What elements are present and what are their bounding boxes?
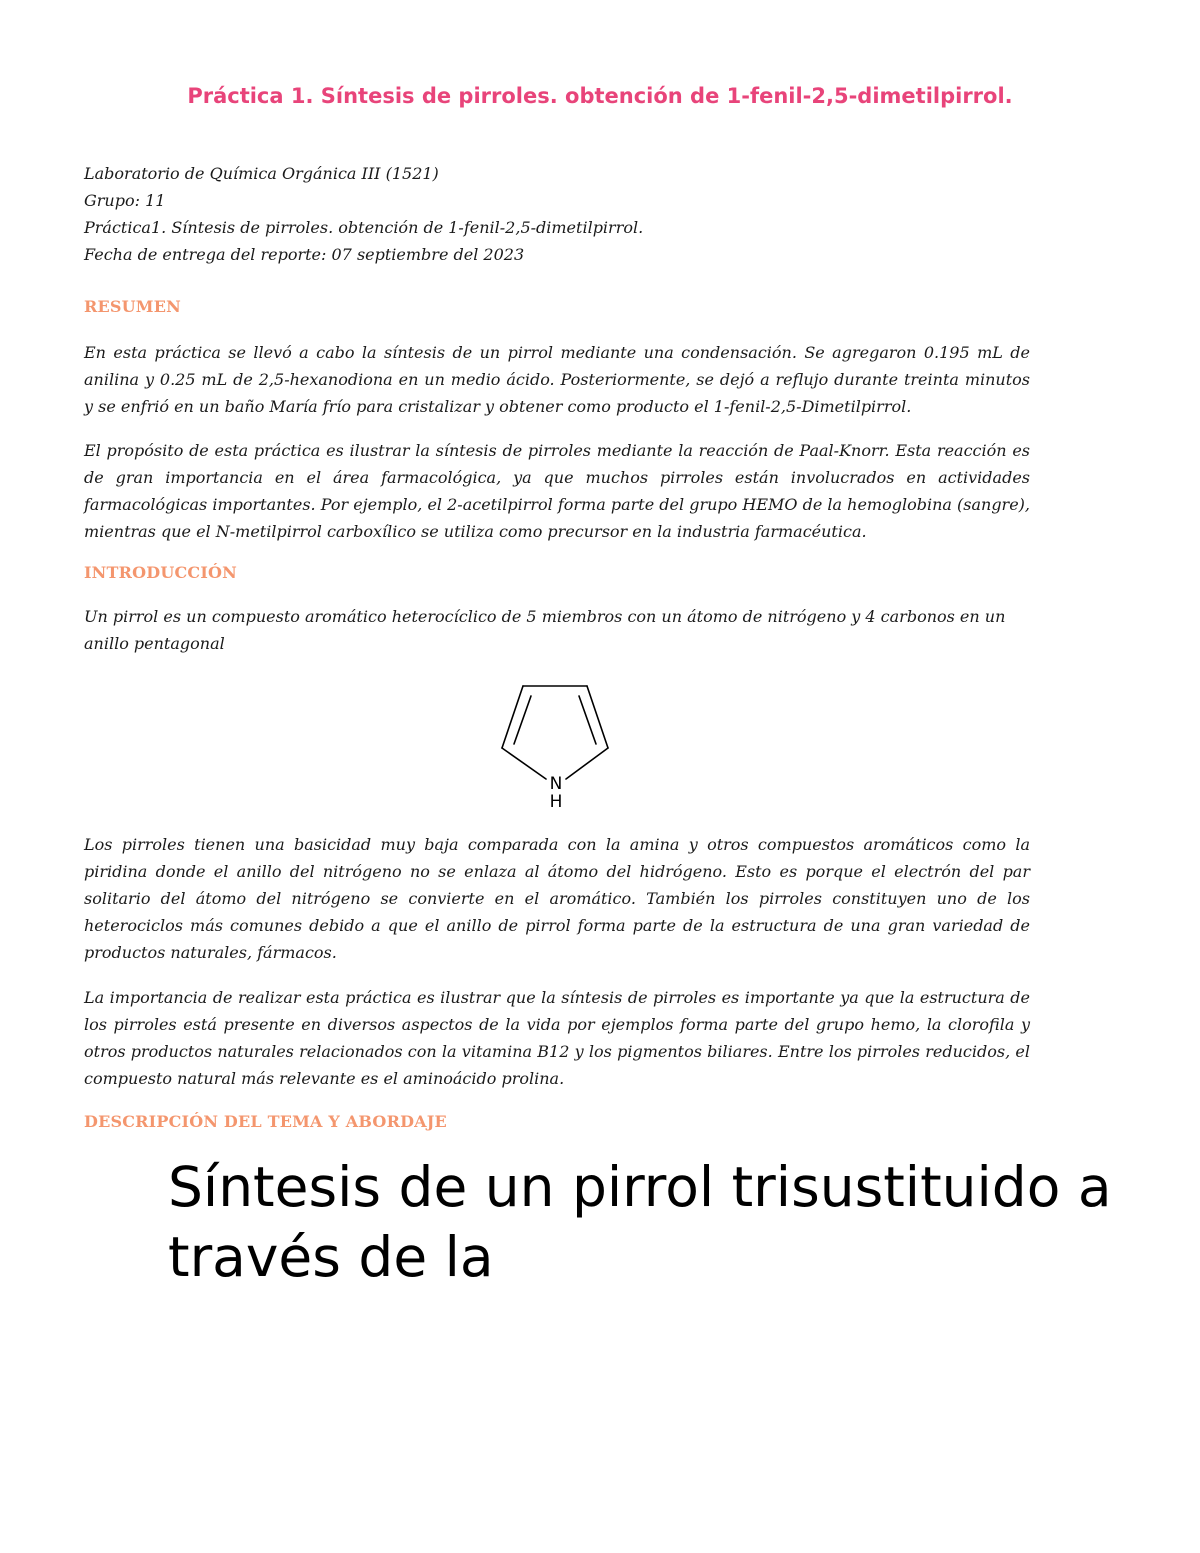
resumen-paragraph-1: En esta práctica se llevó a cabo la síntesis de un pirrol mediante una condensación. Se agregaron 0.195 mL de anilina y 0.25 mL de 2,5-hexanodiona en un medio ácido. Posteriormente, se dejó a reflujo durante treinta minutos y se enfrió en un baño María frío para cristalizar y obtener como producto el 1-fenil-2,5-Dimetilpirrol. bbox=[84, 343, 1030, 416]
meta-group: Grupo: 11 bbox=[84, 191, 166, 210]
pyrrole-diagram bbox=[490, 676, 620, 816]
meta-practice: Práctica1. Síntesis de pirroles. obtención de 1-fenil-2,5-dimetilpirrol. bbox=[84, 218, 644, 237]
resumen-paragraph-2: El propósito de esta práctica es ilustrar la síntesis de pirroles mediante la reacción de Paal-Knorr. Esta reacción es de gran importancia en el área farmacológica, ya que muchos pirroles están involucrados en actividades farmacológicas importantes. Por ejemplo, el 2-acetilpirrol forma parte del grupo HEMO de la hemoglobina (sangre), mientras que el N-metilpirrol carboxílico se utiliza como precursor en la industria farmacéutica. bbox=[84, 441, 1030, 541]
meta-date: Fecha de entrega del reporte: 07 septiembre del 2023 bbox=[84, 245, 525, 264]
hydrogen-label: H bbox=[549, 792, 563, 812]
meta-lab: Laboratorio de Química Orgánica III (1521) bbox=[84, 164, 439, 183]
heading-introduccion: INTRODUCCIÓN bbox=[84, 563, 237, 582]
introduccion-paragraph-2: Los pirroles tienen una basicidad muy baja comparada con la amina y otros compuestos aromáticos como la piridina donde el anillo del nitrógeno no se enlaza al átomo del hidrógeno. Esto es porque el electrón del par solitario del átomo del nitrógeno se convierte en el aromático. También los pirroles constituyen uno de los heterociclos más comunes debido a que el anillo de pirrol forma parte de la estructura de una gran variedad de productos naturales, fármacos. bbox=[84, 835, 1030, 962]
heading-descripcion: DESCRIPCIÓN DEL TEMA Y ABORDAJE bbox=[84, 1112, 447, 1131]
embedded-slide-text: Síntesis de un pirrol trisustituido a través de la bbox=[168, 1155, 1112, 1289]
document-title: Práctica 1. Síntesis de pirroles. obtención de 1-fenil-2,5-dimetilpirrol. bbox=[187, 84, 1013, 108]
introduccion-paragraph-3: La importancia de realizar esta práctica es ilustrar que la síntesis de pirroles es importante ya que la estructura de los pirroles está presente en diversos aspectos de la vida por ejemplos forma parte del grupo hemo, la clorofila y otros productos naturales relacionados con la vitamina B12 y los pigmentos biliares. Entre los pirroles reducidos, el compuesto natural más relevante es el aminoácido prolina. bbox=[84, 988, 1030, 1088]
pyrrole-structure bbox=[490, 676, 620, 816]
document-meta bbox=[84, 160, 1044, 268]
heading-resumen: RESUMEN bbox=[84, 297, 181, 316]
nitrogen-label: N bbox=[549, 774, 563, 794]
introduccion-paragraph-1: Un pirrol es un compuesto aromático heterocíclico de 5 miembros con un átomo de nitrógeno y 4 carbonos en un anillo pentagonal bbox=[84, 607, 1006, 653]
